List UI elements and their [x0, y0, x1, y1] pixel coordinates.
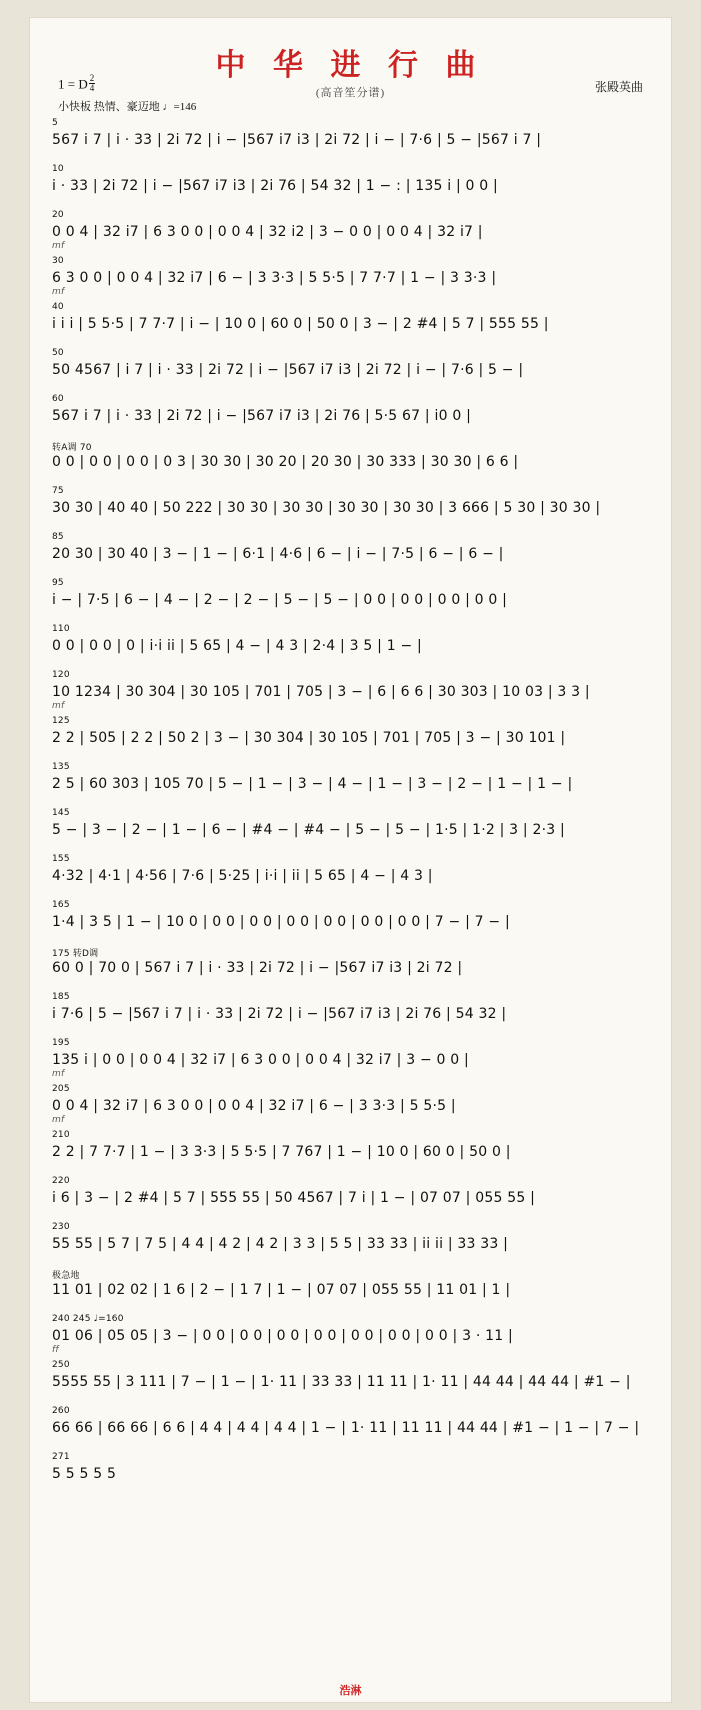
note-row: 567 i 7 | i · 33 | 2i 72 | i − |567 i7 i3 | 2i 76 | 5·5 67 | i0 0 | — [52, 408, 472, 424]
staff-line — [52, 1312, 657, 1358]
staff-line — [52, 162, 657, 208]
dynamic-marking: mf — [52, 1069, 65, 1079]
staff-line — [52, 852, 657, 898]
note-row: 5 − | 3 − | 2 − | 1 − | 6 − | #4 − | #4 − | 5 − | 5 − | 1·5 | 1·2 | 3 | 2·3 | — [52, 822, 565, 838]
time-signature: $\frac{2}{4}$ — [89, 73, 95, 93]
dynamic-marking: mf — [52, 287, 65, 297]
note-row: 0 0 | 0 0 | 0 0 | 0 3 | 30 30 | 30 20 | 20 30 | 30 333 | 30 30 | 6 6 | — [52, 454, 519, 470]
staff-line — [52, 1128, 657, 1174]
note-row: i i i | 5 5·5 | 7 7·7 | i − | 10 0 | 60 0 | 50 0 | 3 − | 2 #4 | 5 7 | 555 55 | — [52, 316, 549, 332]
measure-markers: 75 — [52, 486, 64, 496]
measure-markers: 155 — [52, 854, 70, 864]
staff-line — [52, 1036, 657, 1082]
staff-line — [52, 1266, 657, 1312]
staff-line — [52, 576, 657, 622]
tempo-marking: 小快板 热情、豪迈地 ♩=146 — [58, 101, 197, 113]
staff-line — [52, 944, 657, 990]
key-change-marker: 175 转D调 — [52, 949, 99, 959]
staff-line — [52, 208, 657, 254]
note-row: 55 55 | 5 7 | 7 5 | 4 4 | 4 2 | 4 2 | 3 3 | 5 5 | 33 33 | ii ii | 33 33 | — [52, 1236, 509, 1252]
measure-markers: 210 — [52, 1130, 70, 1140]
measure-markers: 135 — [52, 762, 70, 772]
staff-line — [52, 530, 657, 576]
note-row: 01 06 | 05 05 | 3 − | 0 0 | 0 0 | 0 0 | 0 0 | 0 0 | 0 0 | 0 0 | 3 · 11 | — [52, 1328, 513, 1344]
note-row: 567 i 7 | i · 33 | 2i 72 | i − |567 i7 i3 | 2i 72 | i − | 7·6 | 5 − |567 i 7 | — [52, 132, 542, 148]
measure-markers: 220 — [52, 1176, 70, 1186]
staff-line — [52, 1358, 657, 1404]
measure-markers: 185 — [52, 992, 70, 1002]
note-row: 5 5 5 5 5 — [52, 1466, 117, 1482]
note-row: 2 2 | 7 7·7 | 1 − | 3 3·3 | 5 5·5 | 7 767 | 1 − | 10 0 | 60 0 | 50 0 | — [52, 1144, 511, 1160]
note-row: 5555 55 | 3 111 | 7 − | 1 − | 1· 11 | 33 33 | 11 11 | 1· 11 | 44 44 | 44 44 | #1 − | — [52, 1374, 631, 1390]
footer-text: 浩淋 — [339, 1685, 362, 1697]
note-row: 60 0 | 70 0 | 567 i 7 | i · 33 | 2i 72 | i − |567 i7 i3 | 2i 72 | — [52, 960, 463, 976]
note-row: i 6 | 3 − | 2 #4 | 5 7 | 555 55 | 50 4567 | 7 i | 1 − | 07 07 | 055 55 | — [52, 1190, 535, 1206]
note-row: 2 2 | 505 | 2 2 | 50 2 | 3 − | 30 304 | 30 105 | 701 | 705 | 3 − | 30 101 | — [52, 730, 566, 746]
staff-line — [52, 1082, 657, 1128]
measure-markers: 145 — [52, 808, 70, 818]
staff-line — [52, 760, 657, 806]
note-row: 11 01 | 02 02 | 1 6 | 2 − | 1 7 | 1 − | 07 07 | 055 55 | 11 01 | 1 | — [52, 1282, 511, 1298]
note-row: 0 0 4 | 32 i7 | 6 3 0 0 | 0 0 4 | 32 i2 | 3 − 0 0 | 0 0 4 | 32 i7 | — [52, 224, 483, 240]
note-row: i 7·6 | 5 − |567 i 7 | i · 33 | 2i 72 | i − |567 i7 i3 | 2i 76 | 54 32 | — [52, 1006, 507, 1022]
note-row: i − | 7·5 | 6 − | 4 − | 2 − | 2 − | 5 − | 5 − | 0 0 | 0 0 | 0 0 | 0 0 | — [52, 592, 508, 608]
measure-markers: 60 — [52, 394, 64, 404]
composer-credit: 张殿英曲 — [594, 80, 643, 94]
staff-line — [52, 484, 657, 530]
measure-markers: 230 — [52, 1222, 70, 1232]
notation-body — [52, 116, 657, 1496]
measure-markers: 120 — [52, 670, 70, 680]
measure-markers: 110 — [52, 624, 70, 634]
page-title: 中 华 进 行 曲 — [215, 49, 486, 82]
staff-line — [52, 1174, 657, 1220]
staff-line — [52, 1450, 657, 1496]
staff-line — [52, 714, 657, 760]
key-signature-text: 1 = D — [58, 76, 88, 92]
staff-line — [52, 392, 657, 438]
measure-markers: 85 — [52, 532, 64, 542]
staff-line — [52, 438, 657, 484]
dynamic-marking: ff — [52, 1345, 59, 1355]
measure-markers: 10 — [52, 164, 64, 174]
measure-markers: 50 — [52, 348, 64, 358]
staff-line — [52, 116, 657, 162]
key-signature — [58, 74, 95, 93]
measure-markers: 195 — [52, 1038, 70, 1048]
note-row: 30 30 | 40 40 | 50 222 | 30 30 | 30 30 | 30 30 | 30 30 | 3 666 | 5 30 | 30 30 | — [52, 500, 601, 516]
measure-markers: 240 245 ♩=160 — [52, 1314, 124, 1324]
staff-line — [52, 898, 657, 944]
measure-markers: 5 — [52, 118, 58, 128]
dynamic-marking: mf — [52, 1115, 65, 1125]
staff-line — [52, 990, 657, 1036]
measure-markers: 40 — [52, 302, 64, 312]
staff-line — [52, 254, 657, 300]
footer-credit — [30, 1682, 671, 1698]
note-row: 50 4567 | i 7 | i · 33 | 2i 72 | i − |567 i7 i3 | 2i 72 | i − | 7·6 | 5 − | — [52, 362, 524, 378]
note-row: 66 66 | 66 66 | 6 6 | 4 4 | 4 4 | 4 4 | 1 − | 1· 11 | 11 11 | 44 44 | #1 − | 1 − | 7 − | — [52, 1420, 640, 1436]
staff-line — [52, 668, 657, 714]
measure-markers: 125 — [52, 716, 70, 726]
page-subtitle: (高音笙分谱) — [315, 87, 386, 99]
note-row: 0 0 4 | 32 i7 | 6 3 0 0 | 0 0 4 | 32 i7 | 6 − | 3 3·3 | 5 5·5 | — [52, 1098, 456, 1114]
dynamic-marking: mf — [52, 701, 65, 711]
staff-line — [52, 806, 657, 852]
staff-line — [52, 1404, 657, 1450]
note-row: 0 0 | 0 0 | 0 | i·i ii | 5 65 | 4 − | 4 3 | 2·4 | 3 5 | 1 − | — [52, 638, 422, 654]
note-row: 1·4 | 3 5 | 1 − | 10 0 | 0 0 | 0 0 | 0 0 | 0 0 | 0 0 | 0 0 | 7 − | 7 − | — [52, 914, 510, 930]
note-row: 6 3 0 0 | 0 0 4 | 32 i7 | 6 − | 3 3·3 | 5 5·5 | 7 7·7 | 1 − | 3 3·3 | — [52, 270, 497, 286]
measure-markers: 250 — [52, 1360, 70, 1370]
staff-line — [52, 1220, 657, 1266]
staff-line — [52, 346, 657, 392]
note-row: 135 i | 0 0 | 0 0 4 | 32 i7 | 6 3 0 0 | 0 0 4 | 32 i7 | 3 − 0 0 | — [52, 1052, 469, 1068]
measure-markers: 95 — [52, 578, 64, 588]
note-row: 10 1234 | 30 304 | 30 105 | 701 | 705 | 3 − | 6 | 6 6 | 30 303 | 10 03 | 3 3 | — [52, 684, 590, 700]
key-change-marker: 转A调 70 — [52, 443, 92, 453]
staff-line — [52, 300, 657, 346]
measure-markers: 30 — [52, 256, 64, 266]
tempo-change-marker: 极急地 — [52, 1271, 80, 1281]
note-row: i · 33 | 2i 72 | i − |567 i7 i3 | 2i 76 | 54 32 | 1 − : | 135 i | 0 0 | — [52, 178, 498, 194]
measure-markers: 205 — [52, 1084, 70, 1094]
dynamic-marking: mf — [52, 241, 65, 251]
measure-markers: 271 — [52, 1452, 70, 1462]
measure-markers: 260 — [52, 1406, 70, 1416]
sheet-music-page — [30, 18, 671, 1702]
note-row: 4·32 | 4·1 | 4·56 | 7·6 | 5·25 | i·i | ii | 5 65 | 4 − | 4 3 | — [52, 868, 433, 884]
staff-line — [52, 622, 657, 668]
note-row: 2 5 | 60 303 | 105 70 | 5 − | 1 − | 3 − | 4 − | 1 − | 3 − | 2 − | 1 − | 1 − | — [52, 776, 573, 792]
note-row: 20 30 | 30 40 | 3 − | 1 − | 6·1 | 4·6 | 6 − | i − | 7·5 | 6 − | 6 − | — [52, 546, 504, 562]
measure-markers: 20 — [52, 210, 64, 220]
measure-markers: 165 — [52, 900, 70, 910]
